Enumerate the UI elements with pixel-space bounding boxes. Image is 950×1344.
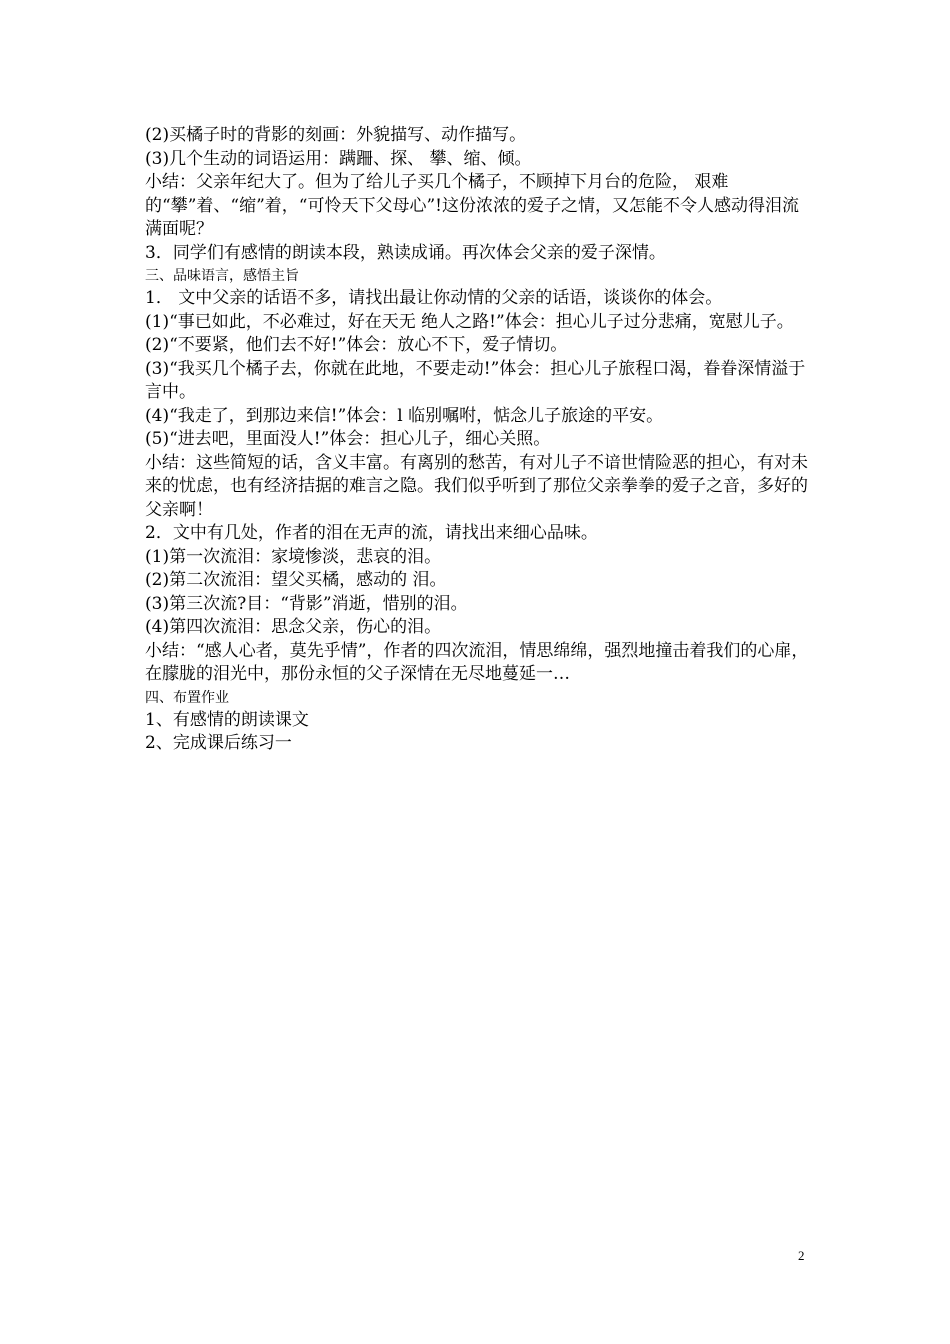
summary-paragraph: 小结：“感人心者，莫先乎情”，作者的四次流泪，情思绵绵，强烈地撞击着我们的心扉，在朦胧的泪光中，那份永恒的父子深情在无尽地蔓延一…	[145, 640, 809, 684]
homework-item: 1、有感情的朗读课文	[145, 709, 309, 730]
question-item: 1． 文中父亲的话语不多，请找出最让你动情的父亲的话语，谈谈你的体会。	[145, 288, 723, 308]
quote-item: (5)“进去吧，里面没人!”体会：担心儿子，细心关照。	[145, 429, 551, 449]
page-number: 2	[798, 1248, 805, 1263]
tears-item: (4)第四次流泪：思念父亲，伤心的泪。	[145, 617, 442, 637]
quote-item: (2)“不要紧，他们去不好!”体会：放心不下，爱子情切。	[145, 335, 568, 355]
quote-item: (1)“事已如此，不必难过，好在天无 绝人之路!”体会：担心儿子过分悲痛，宽慰儿子。	[145, 311, 794, 332]
instruction-item: 3．同学们有感情的朗读本段，熟读成诵。再次体会父亲的爱子深情。	[145, 242, 666, 263]
summary-paragraph: 小结：父亲年纪大了。但为了给儿子买几个橘子，不顾掉下月台的危险， 艰难的“攀”着、“缩”着，“可怜天下父母心”!这份浓浓的爱子之情，又怎能不令人感动得泪流满面呢？	[145, 172, 799, 239]
quote-item: (4)“我走了，到那边来信!”体会：l 临别嘱咐，惦念儿子旅途的平安。	[145, 405, 664, 426]
quote-item: (3)“我买几个橘子去，你就在此地，不要走动!”体会：担心儿子旅程口渴，眷眷深情溢于言中。	[145, 358, 806, 402]
section-heading: 三、品味语言，感悟主旨	[145, 268, 299, 284]
outline-item: (2)买橘子时的背影的刻画：外貌描写、动作描写。	[145, 125, 527, 145]
homework-item: 2、完成课后练习一	[145, 733, 292, 753]
summary-paragraph: 小结：这些简短的话，含义丰富。有离别的愁苦，有对儿子不谙世情险恶的担心，有对未来的忧虑，也有经济拮据的难言之隐。我们似乎听到了那位父亲拳拳的爱子之音，多好的父亲啊！	[145, 452, 808, 520]
document-body	[145, 124, 810, 756]
tears-item: (3)第三次流?目：“背影”消逝，惜别的泪。	[145, 593, 468, 614]
tears-item: (1)第一次流泪：家境惨淡，悲哀的泪。	[145, 546, 442, 567]
section-heading: 四、布置作业	[145, 689, 229, 706]
tears-item: (2)第二次流泪：望父买橘，感动的 泪。	[145, 570, 447, 590]
question-item: 2．文中有几处，作者的泪在无声的流，请找出来细心品味。	[145, 523, 598, 543]
outline-item: (3)几个生动的词语运用：蹒跚、探、 攀、缩、倾。	[145, 148, 532, 169]
